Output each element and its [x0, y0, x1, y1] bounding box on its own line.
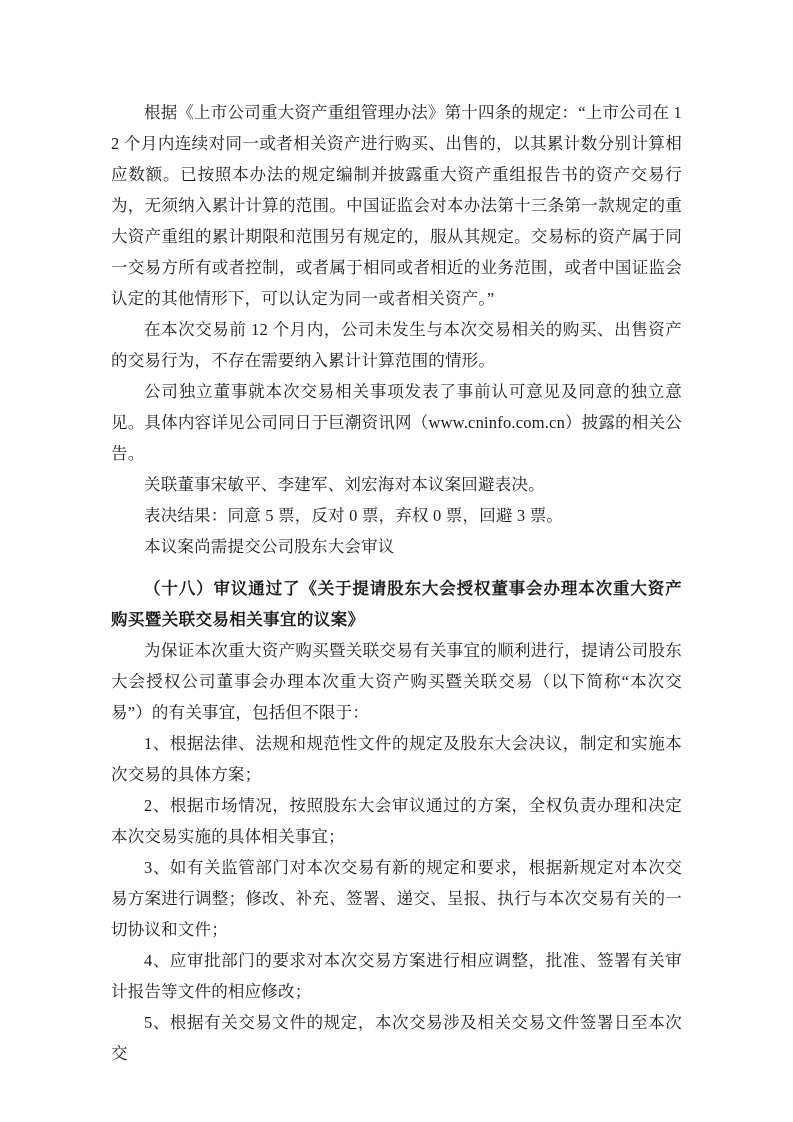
paragraph-no-cumulative-transactions: 在本次交易前 12 个月内，公司未发生与本次交易相关的购买、出售资产的交易行为，不存在需要纳入累计计算范围的情形。	[111, 320, 682, 370]
document-body	[111, 97, 682, 1069]
paragraph-authorization-item-2: 2、根据市场情况，按照股东大会审议通过的方案，全权负责办理和决定本次交易实施的具体相关事宜；	[111, 796, 682, 846]
paragraph-submit-to-shareholders: 本议案尚需提交公司股东大会审议	[144, 537, 395, 556]
paragraph-regulation-quote: 根据《上市公司重大资产重组管理办法》第十四条的规定：“上市公司在 12 个月内连续对同一或者相关资产进行购买、出售的，以其累计数分别计算相应数额。已按照本办法的规定编制并披露重大资产重组报告书的资产交易行为，无须纳入累计计算的范围。中国证监会对本办法第十三条第一款规定的重大资产重组的累计期限和范围另有规定的，服从其规定。交易标的资产属于同一交易方所有或者控制，或者属于相同或者相近的业务范围，或者中国证监会认定的其他情形下，可以认定为同一或者相关资产。”	[111, 103, 682, 308]
paragraph-authorization-item-4: 4、应审批部门的要求对本次交易方案进行相应调整，批准、签署有关审计报告等文件的相应修改；	[111, 951, 682, 1001]
paragraph-authorization-item-1: 1、根据法律、法规和规范性文件的规定及股东大会决议，制定和实施本次交易的具体方案；	[111, 734, 682, 784]
paragraph-authorization-item-3: 3、如有关监管部门对本次交易有新的规定和要求，根据新规定对本次交易方案进行调整；修改、补充、签署、递交、呈报、执行与本次交易有关的一切协议和文件；	[111, 858, 682, 939]
paragraph-authorization-intro: 为保证本次重大资产购买暨关联交易有关事宜的顺利进行，提请公司股东大会授权公司董事会办理本次重大资产购买暨关联交易（以下简称“本次交易”）的有关事宜，包括但不限于：	[111, 641, 682, 722]
paragraph-authorization-item-5: 5、根据有关交易文件的规定，本次交易涉及相关交易文件签署日至本次交	[111, 1013, 682, 1063]
section-heading-18: （十八）审议通过了《关于提请股东大会授权董事会办理本次重大资产购买暨关联交易相关事宜的议案》	[111, 579, 682, 629]
paragraph-independent-directors-opinion: 公司独立董事就本次交易相关事项发表了事前认可意见及同意的独立意见。具体内容详见公司同日于巨潮资讯网（www.cninfo.com.cn）披露的相关公告。	[111, 382, 682, 463]
paragraph-voting-result: 表决结果：同意 5 票，反对 0 票，弃权 0 票，回避 3 票。	[144, 506, 564, 525]
paragraph-related-directors-abstain: 关联董事宋敏平、李建军、刘宏海对本议案回避表决。	[144, 475, 545, 494]
